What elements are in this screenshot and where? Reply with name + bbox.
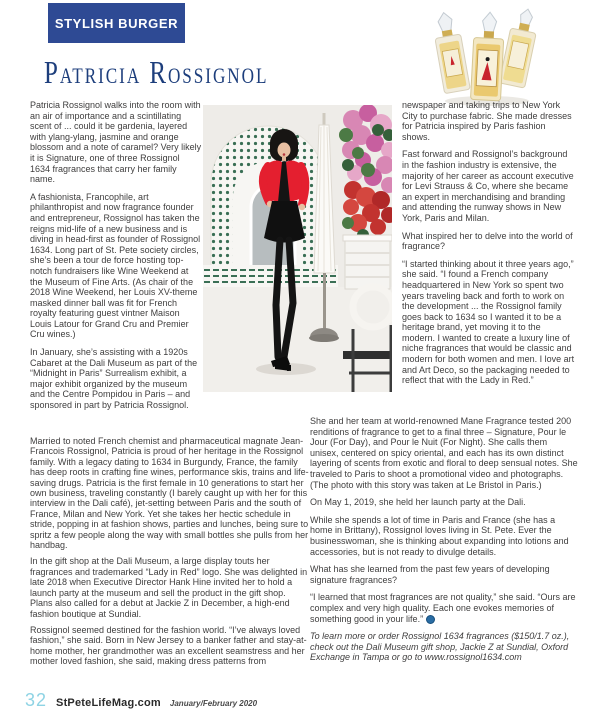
article-column-right-top	[402, 100, 575, 393]
article-photo	[203, 105, 392, 392]
paragraph: Fast forward and Rossignol’s background in the fashion industry is extensive, the majority of her career as account executive for Levi Strauss & Co, where she became an expert in merchandising and branding and attending the runway shows in New York, Paris and Milan.	[402, 149, 574, 223]
perfume-bottle-center	[470, 11, 505, 100]
paragraph: She and her team at world-renowned Mane Fragrance tested 200 renditions of fragrance to get to a final three – Signature, Pour le Jour (For Day), and Pour le Nuit (For Night). She calls them unisex, centered on spicy oriental, and each has its own distinct layering of scents from exotic and floral to deep sensual notes. She traveled to Paris to shoot a promotional video and photographs. (The photo with this story was taken at Le Bristol in Paris.)	[310, 416, 578, 490]
paragraph: Patricia Rossignol walks into the room with an air of importance and a scintillating scent of ... could it be gardenia, layered with ylang-ylang, jasmine and orange blossom and a note of caramel? Very likely it is Signature, one of three Rossignol 1634 fragrances that carry her family name.	[30, 100, 202, 185]
end-mark-icon	[426, 615, 435, 624]
article-column-right-bottom	[310, 416, 578, 670]
magazine-site: StPeteLifeMag.com	[56, 697, 161, 709]
paragraph: On May 1, 2019, she held her launch party at the Dali.	[310, 497, 526, 508]
issue-date: January/February 2020	[169, 699, 258, 708]
ordering-footnote: To learn more or order Rossignol 1634 fragrances ($150/1.7 oz.), check out the Dali Museum gift shop, Jackie Z at Sundial, Oxford Exchange in Tampa or go to www.rossignol1634.com	[310, 631, 570, 663]
paragraph: newspaper and taking trips to New York City to purchase fabric. She made dresses for Patricia inspired by Paris fashion shows.	[402, 100, 572, 142]
perfume-bottle-right	[499, 6, 537, 88]
article-column-left-bottom	[30, 436, 310, 673]
paragraph: What inspired her to delve into the world of fragrance?	[402, 230, 573, 252]
paragraph: While she spends a lot of time in Paris and France (she has a home in Brittany), Rossignol loves living in St. Pete. Ever the businesswoman, she is thinking about expanding into lotions and accessories, but is not ready to divulge details.	[310, 514, 569, 557]
paragraph: Married to noted French chemist and pharmaceutical magnate Jean-Francois Rossignol, Patricia is proud of her heritage in the Rossignol family. With a legacy dating to 1634 in Burgundy, France, the family has deep roots in crafting fine wines, performance skis, trains and life-saving drugs. Patricia is the first female in 10 generations to start her own business, traveling constantly (I barely caught up with her for this interview in the Dali café), jet-setting between Paris and the south of France, Milan and New York. Yet she takes her hectic schedule in stride, popping in at fashion shows, parties and lunches, being sure to spritz a few people along the way with small bottles she pulls from her handbag.	[30, 436, 309, 551]
paragraph: What has she learned from the past few years of developing signature fragrances?	[310, 564, 550, 585]
section-badge-label: STYLISH BURGER	[54, 15, 179, 31]
paragraph	[310, 592, 578, 624]
paragraph: Rossignol seemed destined for the fashion world. “I’ve always loved fashion,” she said. Born in New Jersey to a banker father and stay-at-home mother, her grandmother was an excellent seamstress and her mother loved fashion, she said, making dress patterns from	[30, 624, 307, 667]
article-column-left-top	[30, 100, 202, 418]
paragraph: In January, she’s assisting with a 1920s Cabaret at the Dali Museum as part of the “Midnight in Paris” Surrealism exhibit, a major exhibit organized by the museum and the Centre Pompidou in Paris – and sponsored in part by Patricia Rossignol.	[30, 347, 198, 411]
paragraph: In the gift shop at the Dali Museum, a large display touts her fragrances and trademarked “Lady in Red” logo. She was delighted in late 2018 when Executive Director Hank Hine invited her to hold a launch party at the museum and sell the product in the gift shop. Plans also called for a debut at Jackie Z in December, a high-end fashion boutique at Sundial.	[30, 556, 308, 619]
section-badge	[48, 3, 185, 43]
perfume-bottle-left	[432, 10, 470, 93]
page-footer	[25, 690, 257, 711]
page-title: Patricia Rossignol	[44, 54, 269, 90]
paragraph: A fashionista, Francophile, art philanthropist and now fragrance founder and entrepreneur, Rossignol has taken the reigns mid-life of a new business and is diving in head-first as founder of Rossignol 1634. Long part of St. Pete society circles, she’s been a tour de force hosting top-notch fundraisers like Wine Weekend at the Museum of Fine Arts. (As chair of the 2018 Wine Weekend, her Louis XV-theme masked dinner ball was fit for French royalty featuring guest vintner Maison Louis Latour for Grand Cru and Premier Cru wines.)	[30, 191, 201, 340]
paragraph: “I started thinking about it three years ago,” she said. “I found a French company headquartered in New York so spent two years traveling back and forth to work on the development ... the Rossignol family goes back to 1634 so I wanted it to be a heritage brand, yet moving it to the modern. I wanted to create a luxury line of niche fragrances that would be classic and modern for both women and men. I love art and Art Deco, so the packaging needed to reflect that with the Lady in Red.”	[402, 258, 575, 386]
page-number: 32	[25, 690, 48, 710]
perfume-bottles-image	[432, 6, 537, 106]
closing-quote: “I learned that most fragrances are not quality,” she said. “Ours are complex and very high quality. Each one evokes memories of something good in your life.”	[310, 592, 576, 624]
